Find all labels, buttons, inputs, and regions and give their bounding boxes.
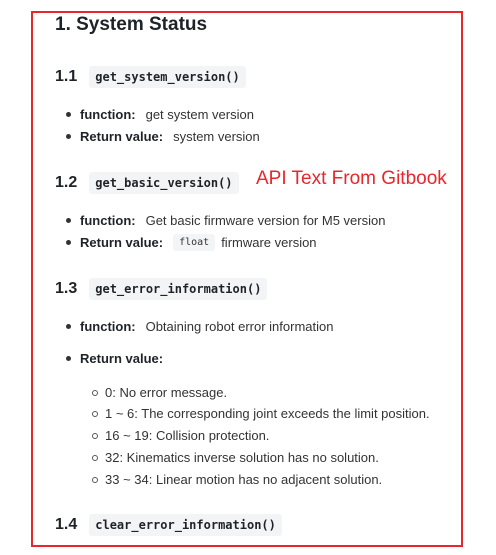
bullet-icon (66, 324, 71, 329)
function-label: function: (80, 107, 136, 122)
section-number: 1.1 (55, 68, 78, 85)
return-item (92, 428, 269, 443)
section-number: 1.3 (55, 280, 78, 297)
method-name: get_error_information() (89, 278, 267, 300)
section-heading-1-1 (55, 66, 246, 88)
function-label: function: (80, 319, 136, 334)
section-number: 1.4 (55, 516, 78, 533)
circle-bullet-icon (92, 411, 98, 417)
return-item-text: 33 ~ 34: Linear motion has no adjacent solution. (105, 472, 383, 487)
return-item-text: 32: Kinematics inverse solution has no solution. (105, 450, 379, 465)
page-title: 1. System Status (55, 14, 208, 35)
method-name: get_system_version() (89, 66, 246, 88)
return-type: float (173, 234, 215, 251)
annotation-text: API Text From Gitbook (256, 168, 447, 189)
method-name: clear_error_information() (89, 514, 282, 536)
list-item-return (66, 351, 173, 366)
section-heading-1-3 (55, 278, 267, 300)
list-item-function (66, 319, 333, 334)
return-label: Return value: (80, 351, 164, 366)
section-heading-1-2 (55, 172, 239, 194)
return-item-text: 16 ~ 19: Collision protection. (105, 428, 270, 443)
method-name: get_basic_version() (89, 172, 238, 194)
bullet-icon (66, 218, 71, 223)
bullet-icon (66, 240, 71, 245)
bullet-icon (66, 356, 71, 361)
circle-bullet-icon (92, 477, 98, 483)
return-item (92, 406, 430, 421)
return-label: Return value: (80, 235, 164, 250)
circle-bullet-icon (92, 455, 98, 461)
bullet-icon (66, 112, 71, 117)
return-item-text: 0: No error message. (105, 385, 228, 400)
return-item (92, 385, 227, 400)
return-item (92, 472, 382, 487)
section-heading-1-4 (55, 514, 282, 536)
return-text: system version (173, 129, 260, 144)
return-text: firmware version (221, 235, 317, 250)
function-text: get system version (145, 107, 254, 122)
list-item-function (66, 213, 385, 228)
circle-bullet-icon (92, 433, 98, 439)
return-item-text: 1 ~ 6: The corresponding joint exceeds the limit position. (105, 406, 430, 421)
return-label: Return value: (80, 129, 164, 144)
circle-bullet-icon (92, 390, 98, 396)
function-text: Obtaining robot error information (145, 319, 334, 334)
section-number: 1.2 (55, 174, 78, 191)
bullet-icon (66, 134, 71, 139)
function-text: Get basic firmware version for M5 version (145, 213, 386, 228)
return-item (92, 450, 379, 465)
list-item-return (66, 129, 260, 144)
function-label: function: (80, 213, 136, 228)
list-item-function (66, 107, 254, 122)
list-item-return (66, 234, 317, 251)
